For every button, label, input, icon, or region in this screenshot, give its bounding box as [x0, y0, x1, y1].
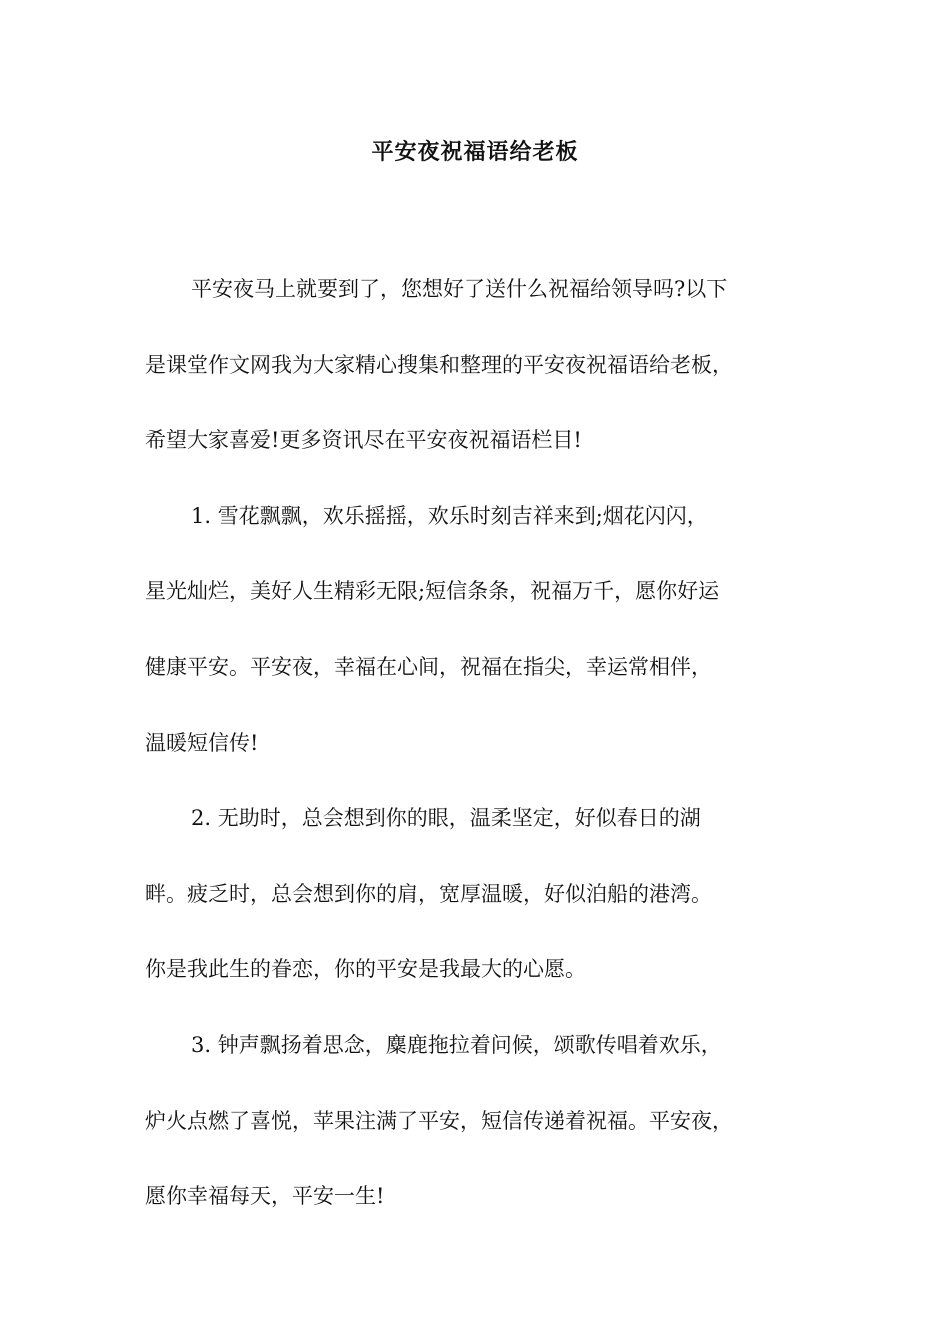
blessing-item-3	[145, 1008, 825, 1235]
paragraph-line: 平安夜马上就要到了，您想好了送什么祝福给领导吗?以下	[191, 277, 728, 301]
blessing-item-1	[145, 479, 825, 781]
document-title: 平安夜祝福语给老板	[371, 139, 579, 165]
paragraph-line: 愿你幸福每天，平安一生!	[145, 1184, 385, 1209]
paragraph-line: 畔。疲乏时，总会想到你的肩，宽厚温暖，好似泊船的港湾。	[145, 881, 712, 906]
paragraph-line: 健康平安。平安夜，幸福在心间，祝福在指尖，幸运常相伴，	[145, 654, 712, 679]
paragraph-line: 是课堂作文网我为大家精心搜集和整理的平安夜祝福语给老板，	[145, 352, 733, 377]
paragraph-line: 炉火点燃了喜悦，苹果注满了平安，短信传递着祝福。平安夜，	[145, 1108, 733, 1133]
paragraph-line: 希望大家喜爱!更多资讯尽在平安夜祝福语栏目!	[145, 428, 582, 453]
paragraph-line: 1. 雪花飘飘，欢乐摇摇，欢乐时刻吉祥来到;烟花闪闪，	[191, 503, 708, 528]
paragraph-line: 星光灿烂，美好人生精彩无限;短信条条，祝福万千，愿你好运	[145, 579, 720, 604]
paragraph-line: 温暖短信传!	[145, 730, 259, 755]
intro-paragraph	[145, 252, 825, 479]
paragraph-line: 3. 钟声飘扬着思念，麋鹿拖拉着问候，颂歌传唱着欢乐，	[191, 1032, 722, 1057]
document-body	[145, 252, 825, 1235]
paragraph-line: 你是我此生的眷恋，你的平安是我最大的心愿。	[145, 957, 586, 982]
blessing-item-2	[145, 781, 825, 1008]
paragraph-line: 2. 无助时，总会想到你的眼，温柔坚定，好似春日的湖	[191, 806, 701, 831]
